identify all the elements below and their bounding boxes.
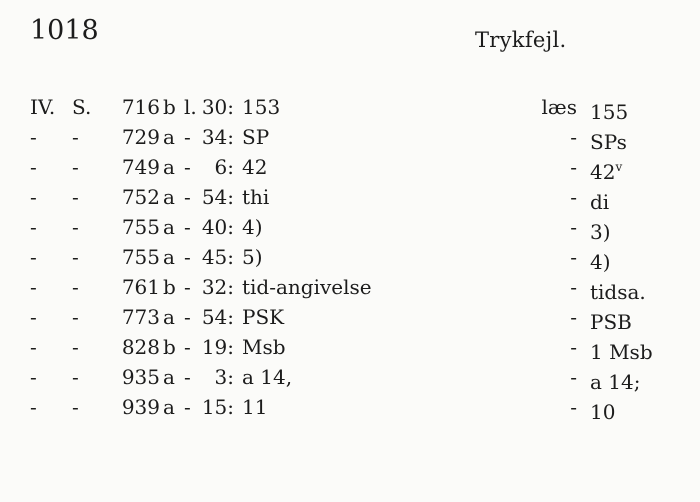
- errata-row: [0, 122, 700, 152]
- errata-row: [0, 152, 700, 182]
- line-number: 3:: [214, 365, 234, 389]
- corrected-text: 4): [590, 250, 611, 274]
- volume-ref: -: [30, 215, 37, 239]
- erroneous-text: 11: [242, 395, 268, 419]
- volume-ref: -: [30, 365, 37, 389]
- line-label: -: [184, 395, 191, 419]
- page-ref: 716: [121, 95, 160, 119]
- errata-row: [0, 302, 700, 332]
- erroneous-text: tid-angivelse: [242, 275, 372, 299]
- volume-ref: -: [30, 335, 37, 359]
- volume-ref: -: [30, 395, 37, 419]
- volume-ref: -: [30, 155, 37, 179]
- series-ref: S.: [72, 95, 92, 119]
- page-ref: 752: [121, 185, 160, 209]
- read-label: -: [570, 335, 577, 359]
- errata-table: [0, 92, 700, 422]
- line-number: 54:: [201, 305, 234, 329]
- page-ref: 755: [121, 215, 160, 239]
- corrected-text: 1 Msb: [590, 340, 653, 364]
- page-ref: 773: [121, 305, 160, 329]
- column-ref: a: [163, 395, 175, 419]
- page-ref: 729: [121, 125, 160, 149]
- errata-row: [0, 242, 700, 272]
- page-ref: 761: [121, 275, 160, 299]
- series-ref: -: [72, 185, 79, 209]
- column-ref: b: [163, 275, 176, 299]
- corrected-text: 10: [590, 400, 616, 424]
- column-ref: a: [163, 215, 175, 239]
- read-label: -: [570, 305, 577, 329]
- column-ref: a: [163, 155, 175, 179]
- line-number: 40:: [201, 215, 234, 239]
- line-label: -: [184, 215, 191, 239]
- errata-row: [0, 212, 700, 242]
- erroneous-text: Msb: [242, 335, 286, 359]
- read-label: læs: [541, 95, 577, 119]
- erroneous-text: thi: [242, 185, 270, 209]
- series-ref: -: [72, 245, 79, 269]
- errata-row: [0, 332, 700, 362]
- erroneous-text: 153: [242, 95, 281, 119]
- read-label: -: [570, 365, 577, 389]
- read-label: -: [570, 395, 577, 419]
- column-ref: b: [163, 335, 176, 359]
- corrected-text: tidsa.: [590, 280, 646, 304]
- erroneous-text: PSK: [242, 305, 285, 329]
- line-label: -: [184, 275, 191, 299]
- line-number: 32:: [201, 275, 234, 299]
- errata-row: [0, 92, 700, 122]
- corrected-text: a 14;: [590, 370, 641, 394]
- line-number: 34:: [201, 125, 234, 149]
- running-title: Trykfejl.: [475, 28, 567, 52]
- series-ref: -: [72, 125, 79, 149]
- series-ref: -: [72, 155, 79, 179]
- line-label: -: [184, 245, 191, 269]
- corrected-text: PSB: [590, 310, 632, 334]
- series-ref: -: [72, 365, 79, 389]
- line-label: -: [184, 185, 191, 209]
- series-ref: -: [72, 335, 79, 359]
- read-label: -: [570, 275, 577, 299]
- page-ref: 755: [121, 245, 160, 269]
- page-ref: 939: [121, 395, 160, 419]
- series-ref: -: [72, 395, 79, 419]
- read-label: -: [570, 245, 577, 269]
- volume-ref: -: [30, 185, 37, 209]
- erroneous-text: SP: [242, 125, 270, 149]
- erroneous-text: 4): [242, 215, 263, 239]
- page-number: 1018: [30, 15, 99, 46]
- column-ref: a: [163, 185, 175, 209]
- line-number: 15:: [201, 395, 234, 419]
- corrected-text: 155: [590, 100, 629, 124]
- errata-row: [0, 362, 700, 392]
- line-label: -: [184, 125, 191, 149]
- page-ref: 828: [121, 335, 160, 359]
- line-number: 6:: [214, 155, 234, 179]
- line-label: -: [184, 305, 191, 329]
- line-number: 45:: [201, 245, 234, 269]
- line-label: -: [184, 335, 191, 359]
- corrected-text: di: [590, 190, 610, 214]
- read-label: -: [570, 185, 577, 209]
- line-label: l.: [184, 95, 197, 119]
- volume-ref: -: [30, 245, 37, 269]
- line-number: 19:: [201, 335, 234, 359]
- line-number: 54:: [201, 185, 234, 209]
- corrected-text: SPs: [590, 130, 627, 154]
- erroneous-text: a 14,: [242, 365, 293, 389]
- volume-ref: -: [30, 305, 37, 329]
- corrected-text: 3): [590, 220, 611, 244]
- read-label: -: [570, 155, 577, 179]
- errata-row: [0, 392, 700, 422]
- errata-row: [0, 272, 700, 302]
- read-label: -: [570, 125, 577, 149]
- errata-row: [0, 182, 700, 212]
- column-ref: a: [163, 245, 175, 269]
- series-ref: -: [72, 305, 79, 329]
- column-ref: a: [163, 125, 175, 149]
- column-ref: b: [163, 95, 176, 119]
- erroneous-text: 42: [242, 155, 268, 179]
- column-ref: a: [163, 305, 175, 329]
- page-ref: 749: [121, 155, 160, 179]
- column-ref: a: [163, 365, 175, 389]
- corrected-text: 42$^v$: [590, 160, 623, 184]
- erroneous-text: 5): [242, 245, 263, 269]
- volume-ref: -: [30, 275, 37, 299]
- series-ref: -: [72, 215, 79, 239]
- line-label: -: [184, 365, 191, 389]
- read-label: -: [570, 215, 577, 239]
- line-number: 30:: [201, 95, 234, 119]
- corrected-superscript: v: [615, 160, 623, 174]
- volume-ref: -: [30, 125, 37, 149]
- series-ref: -: [72, 275, 79, 299]
- page-ref: 935: [121, 365, 160, 389]
- volume-ref: IV.: [30, 95, 56, 119]
- line-label: -: [184, 155, 191, 179]
